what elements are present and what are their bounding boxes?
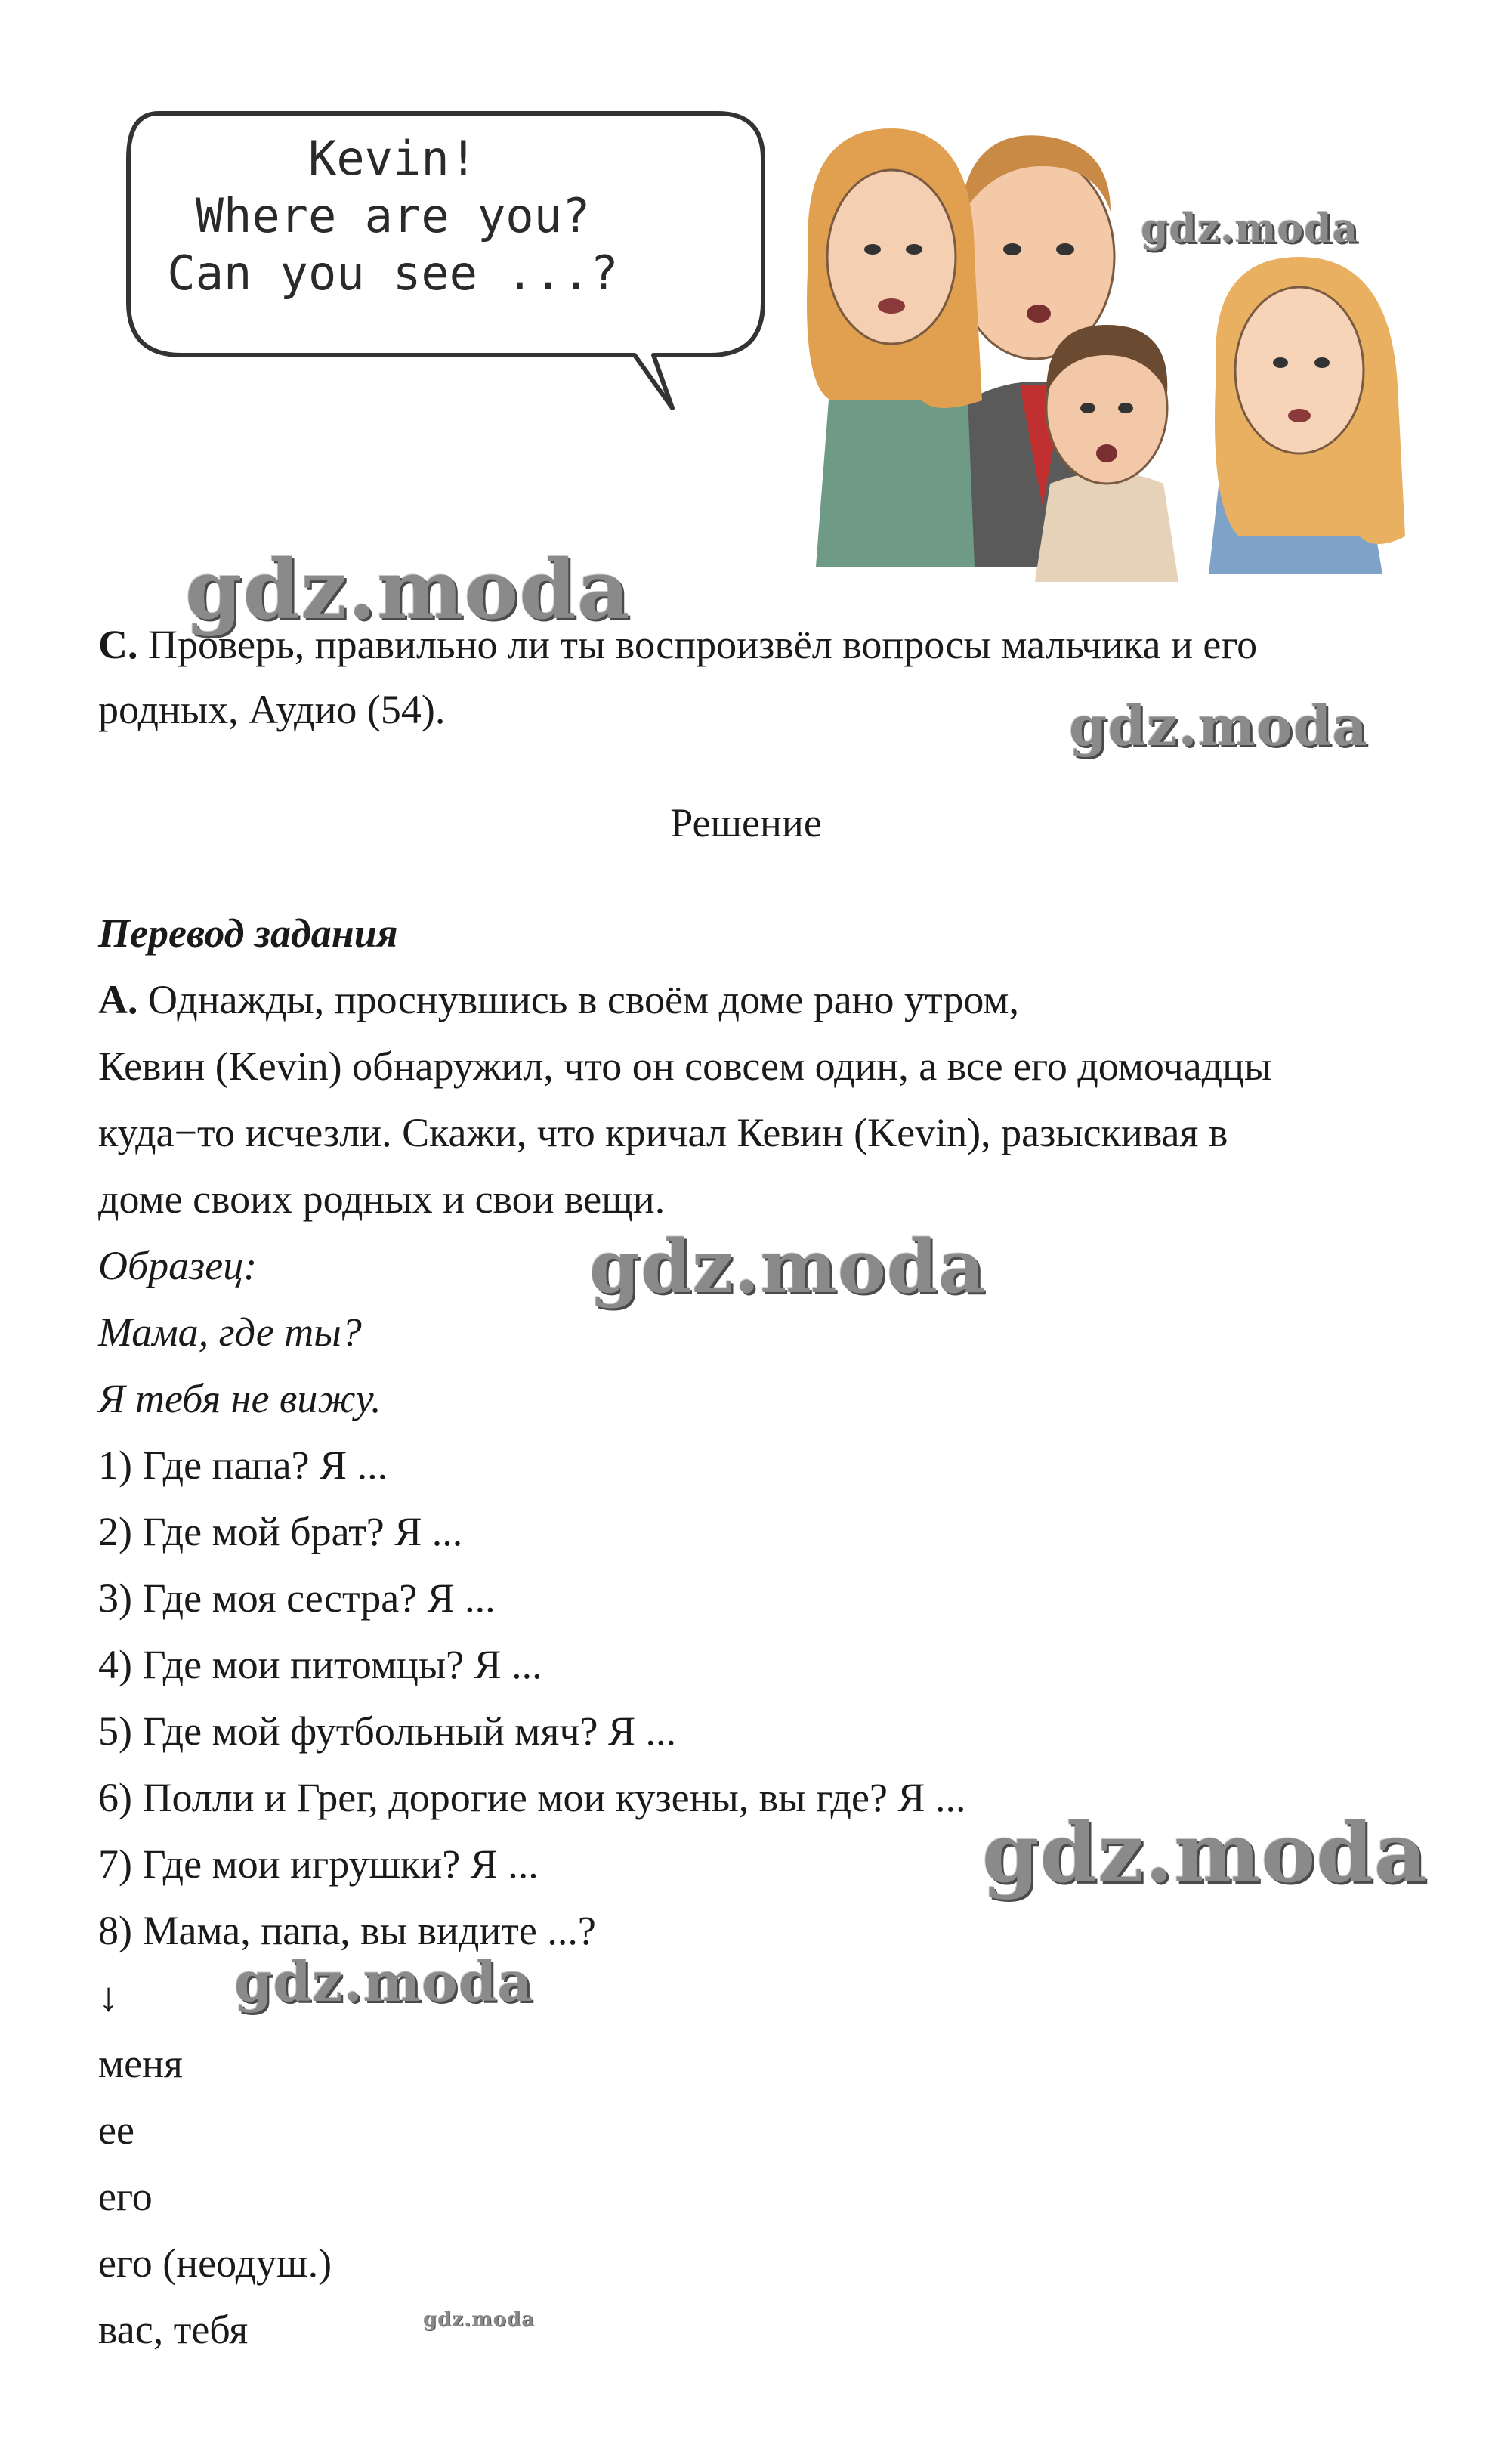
task-c-label: C.	[98, 622, 138, 667]
bubble-line: Where are you?	[195, 188, 591, 243]
pronoun-item: ее	[98, 2107, 134, 2153]
down-arrow-icon: ↓	[98, 1974, 119, 2020]
bubble-line: Can you see ...?	[167, 246, 619, 301]
list-item: 5) Где мой футбольный мяч? Я ...	[98, 1708, 676, 1754]
speech-bubble-text	[128, 130, 657, 302]
watermark: gdz.moda	[234, 1949, 533, 2014]
watermark: gdz.moda	[1069, 694, 1368, 758]
example-line: Я тебя не вижу.	[98, 1376, 381, 1421]
watermark: gdz.moda	[423, 2308, 536, 2331]
list-item: 6) Полли и Грег, дорогие мои кузены, вы где? Я ...	[98, 1775, 966, 1820]
list-item: 4) Где мои питомцы? Я ...	[98, 1642, 542, 1687]
translation-heading: Перевод задания	[98, 910, 398, 956]
task-c-line: родных, Аудио (54).	[98, 687, 446, 732]
pronoun-item: меня	[98, 2041, 183, 2086]
list-item: 1) Где папа? Я ...	[98, 1442, 388, 1488]
watermark: gdz.moda	[185, 543, 631, 638]
pronoun-item: его	[98, 2174, 153, 2219]
watermark: gdz.moda	[1141, 206, 1359, 252]
list-item: 3) Где моя сестра? Я ...	[98, 1575, 496, 1621]
sister-figure	[1209, 257, 1405, 574]
example-line: Мама, где ты?	[98, 1309, 362, 1355]
task-a-line: Кевин (Kevin) обнаружил, что он совсем один, а все его домочадцы	[98, 1043, 1272, 1089]
watermark: gdz.moda	[982, 1806, 1428, 1901]
solution-title: Решение	[670, 800, 822, 846]
example-label: Образец:	[98, 1243, 258, 1288]
mother-figure	[807, 128, 982, 567]
bubble-line: Kevin!	[308, 131, 477, 186]
task-a-line: куда−то исчезли. Скажи, что кричал Кевин (Kevin), разыскивая в	[98, 1110, 1228, 1155]
list-item: 2) Где мой брат? Я ...	[98, 1509, 463, 1554]
task-c-text: Проверь, правильно ли ты воспроизвёл вопросы мальчика и его	[137, 622, 1258, 667]
task-c-line	[98, 618, 1462, 671]
pronoun-item: вас, тебя	[98, 2307, 249, 2352]
pronoun-item: его (неодуш.)	[98, 2240, 332, 2286]
task-a-text: Однажды, проснувшись в своём доме рано утром,	[137, 977, 1019, 1022]
watermark: gdz.moda	[589, 1224, 987, 1309]
task-a-line: доме своих родных и свои вещи.	[98, 1176, 666, 1222]
task-a-line	[98, 973, 1462, 1026]
list-item: 7) Где мои игрушки? Я ...	[98, 1841, 539, 1887]
task-a-label: A.	[98, 977, 138, 1022]
family-illustration	[786, 83, 1435, 582]
list-item: 8) Мама, папа, вы видите ...?	[98, 1908, 596, 1953]
